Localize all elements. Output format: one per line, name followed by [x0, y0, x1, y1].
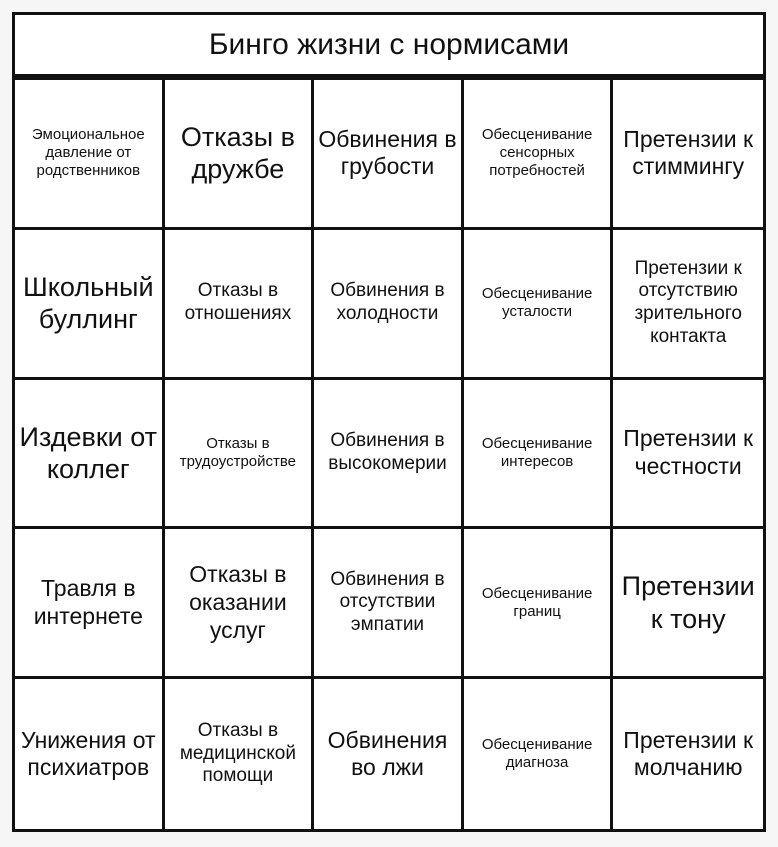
bingo-cell: Обесценивание усталости — [464, 230, 614, 380]
bingo-cell: Отказы в трудоустройстве — [165, 380, 315, 530]
bingo-cell: Отказы в отношениях — [165, 230, 315, 380]
bingo-title: Бинго жизни с нормисами — [15, 15, 763, 77]
bingo-cell: Эмоциональное давление от родственников — [15, 80, 165, 230]
bingo-cell: Претензии к отсутствию зрительного контакта — [613, 230, 763, 380]
bingo-grid — [15, 77, 763, 829]
bingo-cell: Обвинения в высокомерии — [314, 380, 464, 530]
bingo-cell: Претензии к стиммингу — [613, 80, 763, 230]
bingo-cell: Травля в интернете — [15, 529, 165, 679]
bingo-cell: Отказы в дружбе — [165, 80, 315, 230]
bingo-cell: Отказы в оказании услуг — [165, 529, 315, 679]
bingo-cell: Унижения от психиатров — [15, 679, 165, 829]
bingo-cell: Обвинения в холодности — [314, 230, 464, 380]
bingo-cell: Обесценивание границ — [464, 529, 614, 679]
bingo-cell: Обесценивание сенсорных потребностей — [464, 80, 614, 230]
bingo-cell: Обесценивание интересов — [464, 380, 614, 530]
bingo-cell: Отказы в медицинской помощи — [165, 679, 315, 829]
bingo-cell: Претензии к честности — [613, 380, 763, 530]
bingo-cell: Претензии к тону — [613, 529, 763, 679]
bingo-cell: Обвинения во лжи — [314, 679, 464, 829]
bingo-cell: Претензии к молчанию — [613, 679, 763, 829]
bingo-cell: Обесценивание диагноза — [464, 679, 614, 829]
bingo-cell: Обвинения в грубости — [314, 80, 464, 230]
bingo-cell: Обвинения в отсутствии эмпатии — [314, 529, 464, 679]
bingo-cell: Издевки от коллег — [15, 380, 165, 530]
bingo-board — [12, 12, 766, 832]
bingo-cell: Школьный буллинг — [15, 230, 165, 380]
